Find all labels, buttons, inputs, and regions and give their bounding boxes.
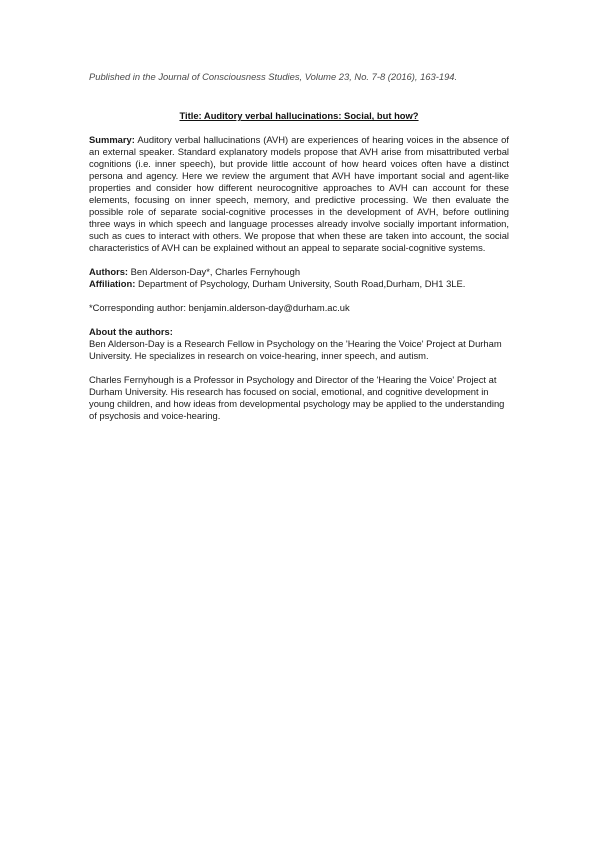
authors-block: [89, 266, 509, 290]
authors-label: Authors:: [89, 266, 129, 277]
paper-title: Title: Auditory verbal hallucinations: Social, but how?: [179, 110, 419, 121]
author-bio-2: Charles Fernyhough is a Professor in Psychology and Director of the 'Hearing the Voice' Project at Durham University. His research has focused on social, emotional, and cognitive development in young children, and how ideas from developmental psychology may be applied to the understanding of psychosis and voice-hearing.: [89, 374, 505, 421]
affiliation-label: Affiliation:: [89, 278, 136, 289]
authors-text: Ben Alderson-Day*, Charles Fernyhough: [130, 266, 301, 277]
document-body: [89, 71, 509, 434]
affiliation-text: Department of Psychology, Durham University, South Road,Durham, DH1 3LE.: [137, 278, 466, 289]
summary-text: Auditory verbal hallucinations (AVH) are experiences of hearing voices in the absence of an external speaker. Standard explanatory models propose that AVH arise from misattributed verbal cognitions (i.e. inner speech), but provide little account of how heard voices often have a distinct persona and agency. Here we review the argument that AVH have important social and agent-like properties and consider how different neurocognitive approaches to AVH can account for these elements, focusing on inner speech, memory, and predictive processing. We then evaluate the possible role of separate social-cognitive processes in the development of AVH, before outlining three ways in which speech and language processes already involve socially important information, such as cues to interact with others. We propose that when these are taken into account, the social characteristics of AVH can be explained without an appeal to separate social-cognitive systems.: [89, 134, 509, 253]
about-heading: About the authors:: [89, 326, 173, 337]
author-bio-1: Ben Alderson-Day is a Research Fellow in Psychology on the 'Hearing the Voice' Project at Durham University. He specializes in research on voice-hearing, inner speech, and autism.: [89, 338, 502, 361]
affiliation-line: [89, 278, 509, 290]
summary-label: Summary:: [89, 134, 135, 145]
corresponding-author: *Corresponding author: benjamin.alderson-day@durham.ac.uk: [89, 302, 350, 313]
summary-paragraph: [89, 134, 509, 254]
journal-citation: Published in the Journal of Consciousness Studies, Volume 23, No. 7-8 (2016), 163-194.: [89, 71, 458, 82]
authors-line: [89, 266, 509, 278]
